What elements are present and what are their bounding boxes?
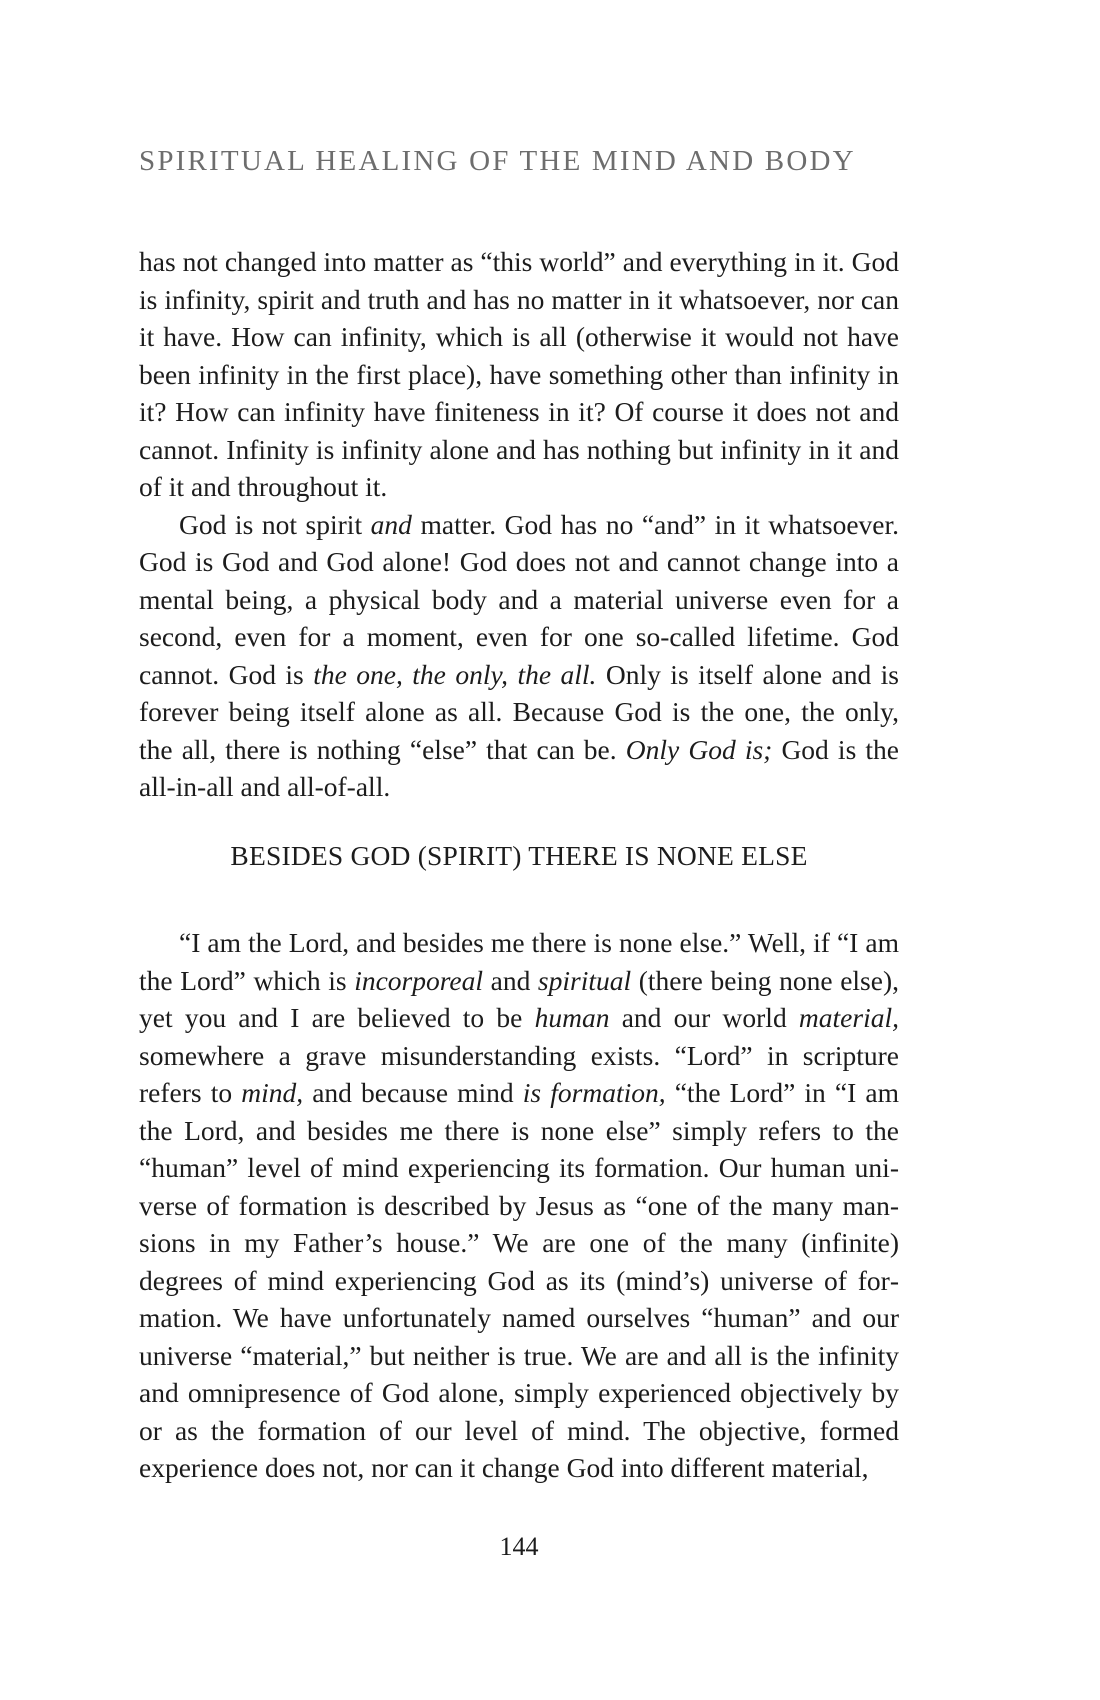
page-number: 144 bbox=[499, 1532, 539, 1561]
section-heading: BESIDES GOD (SPIRIT) THERE IS NONE ELSE bbox=[230, 840, 808, 871]
body-text-top bbox=[139, 243, 899, 806]
italic-run: the one, the only, the all. bbox=[313, 658, 597, 690]
text-run: and our world bbox=[609, 1002, 799, 1033]
text-run: and because mind bbox=[303, 1077, 523, 1108]
text-run: Only is itself alone and is forever being itself alone as all. Because God is the one, the only, the all, there is nothing “else” that can be. bbox=[139, 658, 900, 765]
italic-run: and bbox=[370, 508, 412, 540]
text-run: God is the all-in-all and all-of-all. bbox=[139, 733, 899, 802]
text-run: “I am the Lord, and besides me there is none else.” Well, if “I am the Lord” which is bbox=[139, 927, 899, 996]
body-text-bottom bbox=[139, 924, 899, 1487]
paragraph-continuation: has not changed into matter as “this world” and everything in it. God is infinity, spirit and truth and has no matter in it whatsoever, nor can it have. How can infinity, which is all (otherwise it would not have been infinity in the first place), have something other than infinity in it? How can infinity have finiteness in it? Of course it does not and cannot. Infinity is infinity alone and has nothing but infinity in it and of it and throughout it. bbox=[139, 246, 899, 502]
italic-run: mind, bbox=[241, 1077, 304, 1108]
text-run: “the Lord” in “I am the Lord, and besides me there is none else” simply refers to the “human” level of mind experiencing its formation. Our human universe of formation is described by Jesus as “one of the many mansions in my Father’s house.” We are one of the many (infinite) degrees of mind experiencing God as its (mind’s) universe of formation. We have unfortunately named ourselves “human” and our universe “material,” but neither is true. We are and all is the infinity and omnipresence of God alone, simply experienced objectively by or as the formation of our level of mind. The objective, formed experience does not, nor can it change God into different material, bbox=[139, 1077, 899, 1483]
italic-run: human bbox=[534, 1002, 610, 1033]
text-run: and bbox=[483, 964, 538, 996]
italic-run: material, bbox=[798, 1002, 899, 1033]
text-run: (there being none else), yet you and I are believed to be bbox=[139, 964, 899, 1033]
text-run: matter. God has no “and” in it whatsoever. God is God and God alone! God does not and cannot change into a mental being, a physical body and a material universe even for a second, even for a moment, even for one so-called lifetime. God cannot. God is bbox=[139, 508, 899, 690]
italic-run: spiritual bbox=[537, 964, 632, 996]
running-head: SPIRITUAL HEALING OF THE MIND AND BODY bbox=[139, 145, 856, 177]
text-run: God is not spirit bbox=[179, 508, 371, 540]
text-run: somewhere a grave misunderstanding exists. “Lord” in scripture refers to bbox=[139, 1039, 899, 1108]
paragraph-i-am-the-lord bbox=[139, 924, 899, 1487]
italic-run: is formation, bbox=[522, 1077, 666, 1108]
italic-run: Only God is; bbox=[625, 733, 773, 765]
italic-run: incorporeal bbox=[354, 964, 484, 996]
paragraph-god-is-not-spirit-and-matter bbox=[139, 506, 899, 806]
